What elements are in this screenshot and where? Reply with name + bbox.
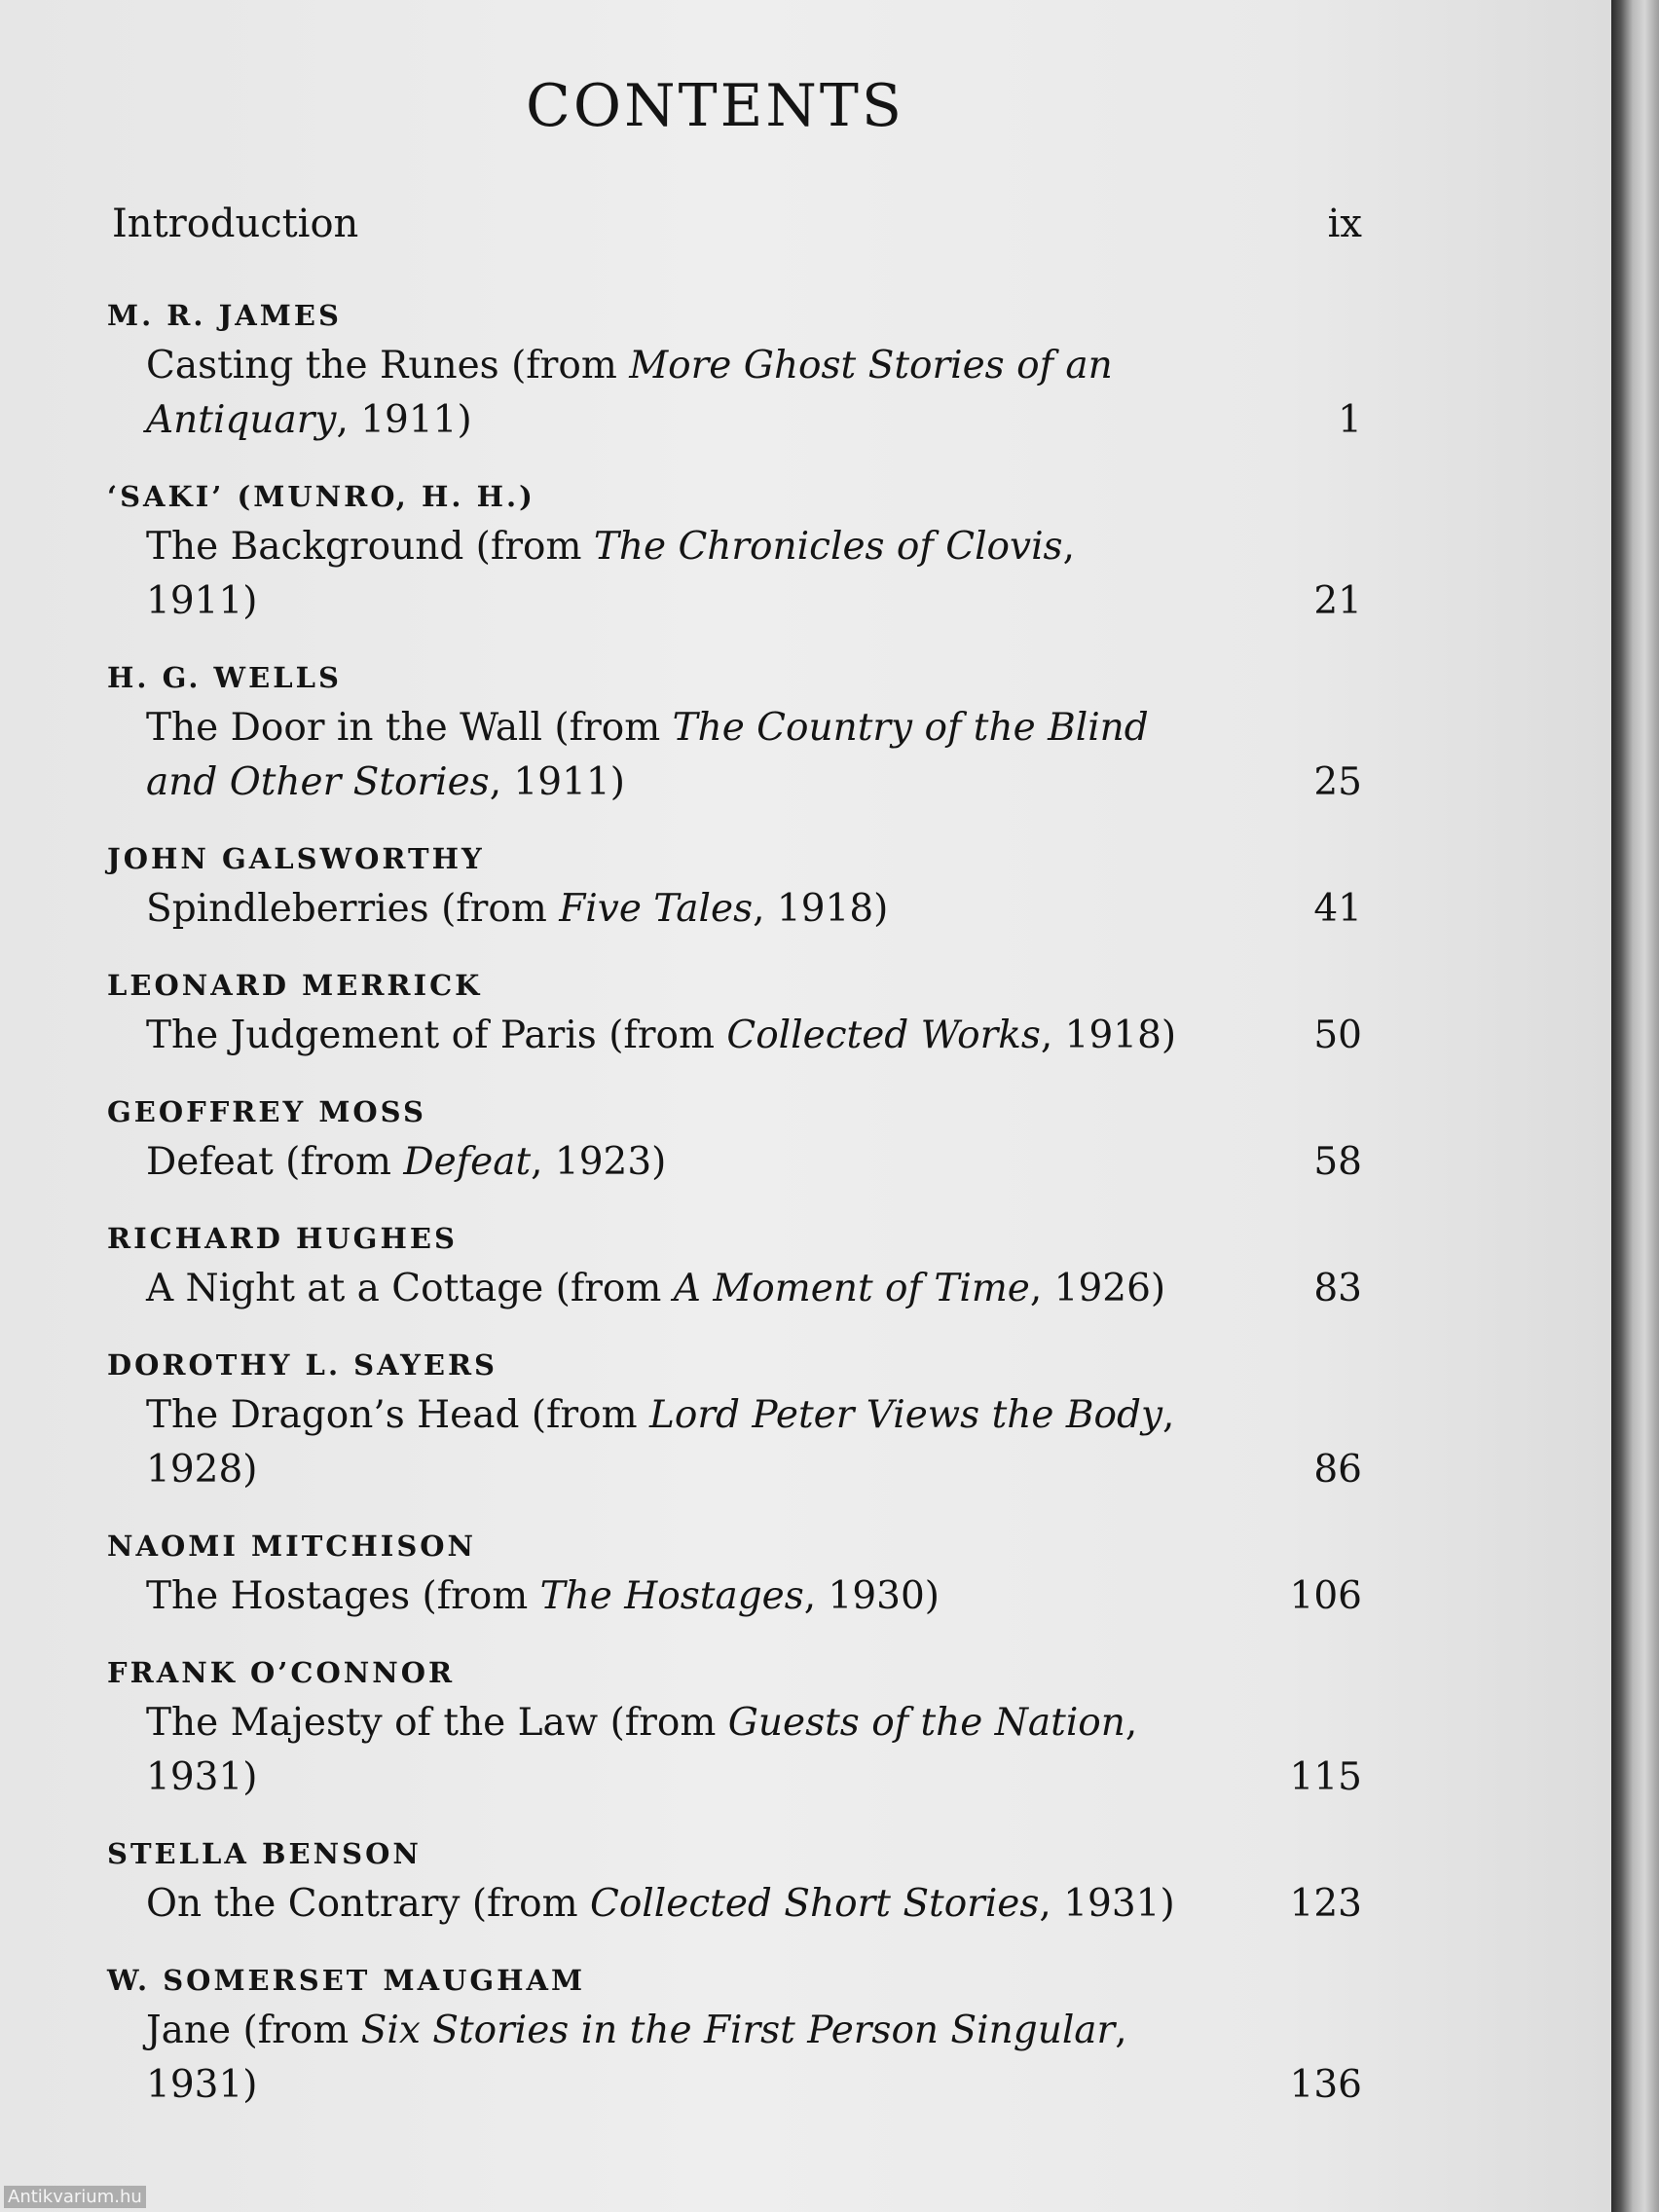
source-title: The Hostages bbox=[539, 1574, 804, 1618]
author-name: DOROTHY L. SAYERS bbox=[107, 1348, 498, 1382]
story-prefix: Defeat (from bbox=[146, 1140, 404, 1184]
page-number: 1 bbox=[1338, 398, 1362, 442]
story-suffix: , 1923) bbox=[531, 1140, 667, 1184]
story-title bbox=[146, 1135, 1188, 1190]
story-suffix: , 1931) bbox=[146, 1701, 1138, 1799]
story-prefix: The Hostages (from bbox=[146, 1574, 540, 1618]
story-prefix: Spindleberries (from bbox=[146, 887, 560, 931]
contents-entry bbox=[102, 1088, 1362, 1190]
contents-list bbox=[102, 292, 1362, 2138]
page-number: 50 bbox=[1313, 1014, 1362, 1057]
story-title bbox=[146, 2004, 1188, 2113]
story-title bbox=[146, 1696, 1188, 1805]
author-name: H. G. WELLS bbox=[107, 661, 342, 694]
story-suffix: , 1928) bbox=[146, 1393, 1175, 1492]
story-title bbox=[146, 701, 1188, 810]
contents-entry bbox=[102, 473, 1362, 629]
story-suffix: , 1926) bbox=[1029, 1267, 1166, 1310]
story-title bbox=[146, 1262, 1188, 1316]
author-name: STELLA BENSON bbox=[107, 1837, 422, 1870]
story-prefix: A Night at a Cottage (from bbox=[146, 1267, 674, 1310]
story-title bbox=[146, 339, 1188, 448]
contents-entry bbox=[102, 292, 1362, 448]
page-number: 115 bbox=[1289, 1755, 1362, 1799]
page-number: 58 bbox=[1313, 1140, 1362, 1184]
story-line bbox=[146, 1877, 1362, 1932]
author-name: M. R. JAMES bbox=[107, 299, 342, 332]
introduction-page-number: ix bbox=[1327, 202, 1362, 246]
story-title bbox=[146, 1877, 1188, 1932]
author-name: ‘SAKI’ (MUNRO, H. H.) bbox=[107, 480, 535, 513]
story-title bbox=[146, 1569, 1188, 1624]
page-number: 25 bbox=[1313, 760, 1362, 804]
source-title: Guests of the Nation bbox=[727, 1701, 1125, 1745]
source-title: Collected Short Stories bbox=[589, 1882, 1040, 1926]
contents-entry bbox=[102, 1830, 1362, 1932]
story-line bbox=[146, 2004, 1362, 2113]
author-name: RICHARD HUGHES bbox=[107, 1222, 458, 1255]
source-title: The Chronicles of Clovis bbox=[593, 525, 1063, 569]
source-title: Collected Works bbox=[726, 1014, 1041, 1057]
author-name: LEONARD MERRICK bbox=[107, 969, 483, 1002]
source-title: Six Stories in the First Person Singular bbox=[360, 2009, 1116, 2052]
source-title: Lord Peter Views the Body bbox=[649, 1393, 1162, 1437]
story-line bbox=[146, 1262, 1362, 1316]
page-number: 21 bbox=[1313, 579, 1362, 623]
story-suffix: , 1918) bbox=[1040, 1014, 1177, 1057]
page-title: CONTENTS bbox=[526, 72, 905, 140]
watermark: Antikvarium.hu bbox=[4, 2186, 146, 2208]
story-suffix: , 1911) bbox=[489, 760, 625, 804]
story-line bbox=[146, 1135, 1362, 1190]
contents-entry bbox=[102, 1957, 1362, 2113]
author-name: NAOMI MITCHISON bbox=[107, 1530, 477, 1563]
source-title: Five Tales bbox=[559, 887, 754, 931]
story-line bbox=[146, 339, 1362, 448]
story-prefix: The Door in the Wall (from bbox=[146, 706, 673, 750]
story-title bbox=[146, 882, 1188, 937]
story-line bbox=[146, 882, 1362, 937]
story-line bbox=[146, 1388, 1362, 1497]
source-title: More Ghost Stories of an Antiquary bbox=[146, 344, 1113, 442]
story-suffix: , 1918) bbox=[753, 887, 889, 931]
story-suffix: , 1930) bbox=[803, 1574, 940, 1618]
contents-entry bbox=[102, 835, 1362, 937]
story-suffix: , 1931) bbox=[146, 2009, 1127, 2107]
page-number: 136 bbox=[1289, 2063, 1362, 2107]
page-number: 86 bbox=[1313, 1448, 1362, 1492]
contents-entry bbox=[102, 1342, 1362, 1497]
story-suffix: , 1911) bbox=[336, 398, 472, 442]
story-suffix: , 1911) bbox=[146, 525, 1075, 623]
story-prefix: The Majesty of the Law (from bbox=[146, 1701, 728, 1745]
introduction-label: Introduction bbox=[112, 202, 359, 246]
story-prefix: The Background (from bbox=[146, 525, 594, 569]
page-number: 83 bbox=[1313, 1267, 1362, 1310]
story-suffix: , 1931) bbox=[1039, 1882, 1175, 1926]
author-name: W. SOMERSET MAUGHAM bbox=[107, 1964, 586, 1997]
story-line bbox=[146, 1696, 1362, 1805]
story-line bbox=[146, 701, 1362, 810]
story-prefix: The Dragon’s Head (from bbox=[146, 1393, 649, 1437]
source-title: The Country of the Blind and Other Stories bbox=[146, 706, 1149, 804]
source-title: A Moment of Time bbox=[673, 1267, 1030, 1310]
source-title: Defeat bbox=[403, 1140, 532, 1184]
story-prefix: The Judgement of Paris (from bbox=[146, 1014, 727, 1057]
story-title bbox=[146, 1009, 1188, 1063]
contents-entry bbox=[102, 1523, 1362, 1624]
story-title bbox=[146, 1388, 1188, 1497]
story-prefix: Casting the Runes (from bbox=[146, 344, 630, 387]
page-edge bbox=[1611, 0, 1659, 2212]
story-prefix: On the Contrary (from bbox=[146, 1882, 590, 1926]
story-line bbox=[146, 1009, 1362, 1063]
story-prefix: Jane (from bbox=[146, 2009, 361, 2052]
author-name: JOHN GALSWORTHY bbox=[107, 842, 485, 875]
contents-entry bbox=[102, 1215, 1362, 1316]
contents-entry bbox=[102, 654, 1362, 810]
story-line bbox=[146, 1569, 1362, 1624]
story-line bbox=[146, 520, 1362, 629]
page-number: 123 bbox=[1289, 1882, 1362, 1926]
author-name: FRANK O’CONNOR bbox=[107, 1656, 456, 1689]
page-number: 106 bbox=[1289, 1574, 1362, 1618]
page-number: 41 bbox=[1313, 887, 1362, 931]
contents-entry bbox=[102, 962, 1362, 1063]
author-name: GEOFFREY MOSS bbox=[107, 1095, 426, 1128]
contents-entry bbox=[102, 1649, 1362, 1805]
story-title bbox=[146, 520, 1188, 629]
